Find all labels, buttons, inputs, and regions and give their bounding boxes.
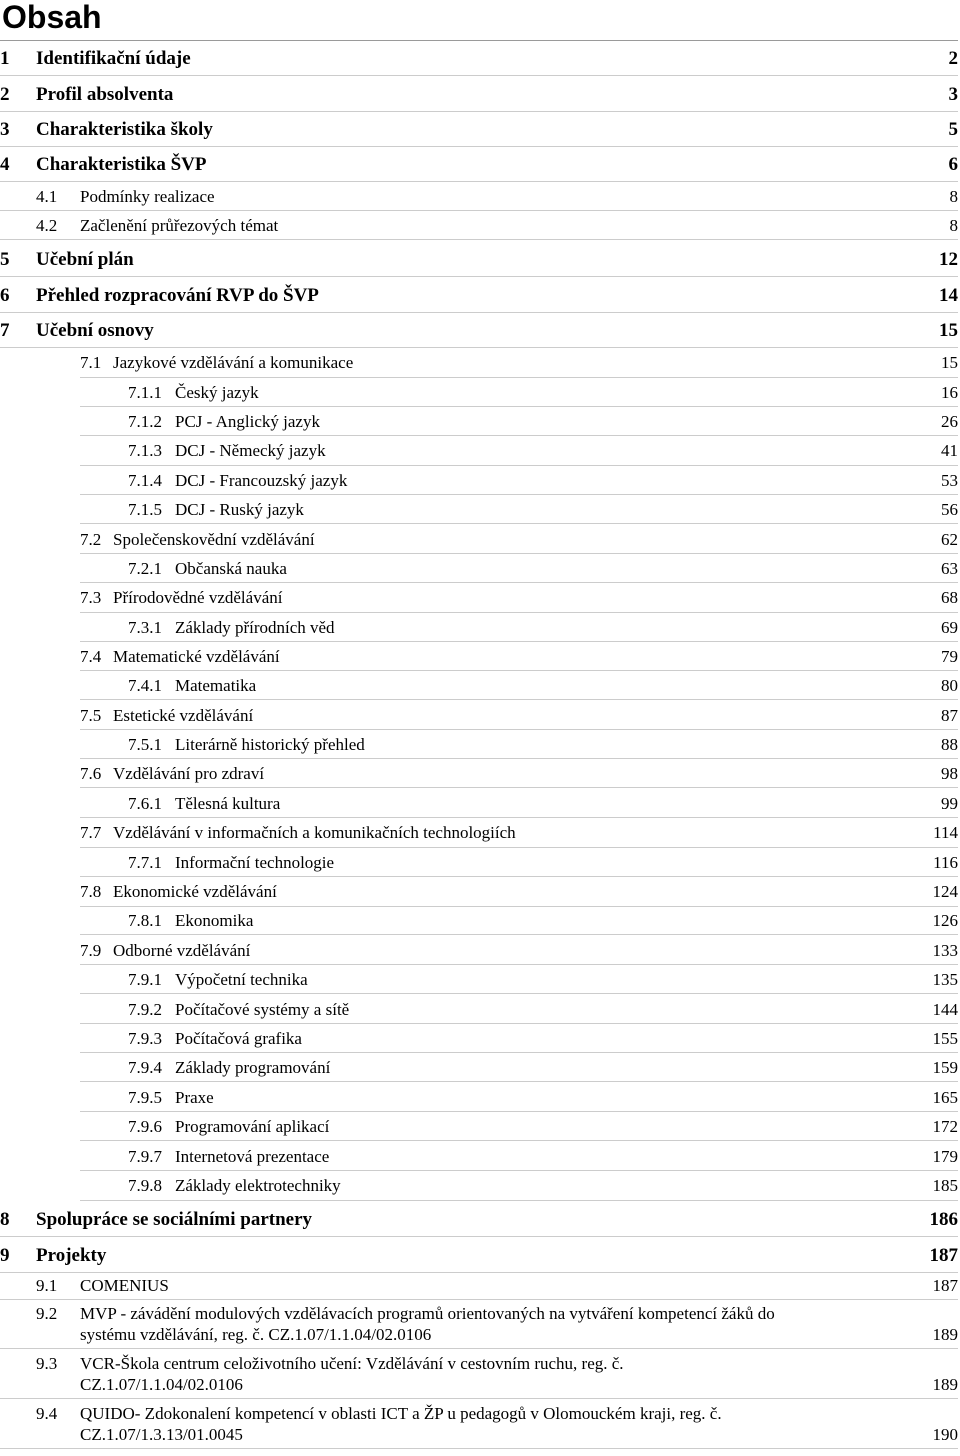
toc-entry-title: Jazykové vzdělávání a komunikace	[113, 353, 354, 372]
toc-entry-page: 190	[932, 1425, 958, 1444]
toc-entry-title: Výpočetní technika	[175, 970, 308, 989]
toc-entry-page: 133	[932, 941, 958, 960]
toc-entry-page: 41	[941, 441, 958, 460]
toc-entry[interactable]	[80, 849, 958, 877]
toc-entry-page: 189	[932, 1375, 958, 1394]
toc-entry-page: 12	[939, 249, 958, 270]
toc-entry-page: 172	[932, 1117, 958, 1136]
toc-entry[interactable]	[0, 113, 958, 147]
toc-entry-title: Občanská nauka	[175, 559, 287, 578]
toc-entry-page: 159	[932, 1058, 958, 1077]
toc-entry-number: 2	[0, 84, 10, 105]
toc-entry-title: Literárně historický přehled	[175, 735, 365, 754]
toc-entry[interactable]	[80, 408, 958, 436]
toc-entry-title: Přírodovědné vzdělávání	[113, 588, 283, 607]
toc-entry-title: DCJ - Francouzský jazyk	[175, 471, 348, 490]
toc-entry-title: Podmínky realizace	[80, 187, 215, 206]
toc-entry[interactable]	[80, 1143, 958, 1171]
toc-entry-title: Charakteristika ŠVP	[36, 154, 207, 175]
toc-entry-page: 116	[933, 853, 958, 872]
toc-entry-page: 6	[948, 154, 958, 175]
toc-entry-title: DCJ - Německý jazyk	[175, 441, 326, 460]
toc-entry-title-line: MVP - závádění modulových vzdělávacích programů orientovaných na vytváření kompetencí žáků do	[80, 1304, 775, 1323]
toc-entry-page: 80	[941, 676, 958, 695]
toc-entry-page: 144	[932, 1000, 958, 1019]
toc-entry-number: 7.6.1	[128, 794, 162, 813]
toc-entry-number: 7.7.1	[128, 853, 162, 872]
toc-entry-number: 4.1	[36, 187, 58, 206]
toc-entry-page: 8	[949, 187, 958, 206]
toc-entry-title: Estetické vzdělávání	[113, 706, 254, 725]
toc-entry-title: Ekonomické vzdělávání	[113, 882, 277, 901]
toc-entry-number: 9.2	[36, 1304, 58, 1323]
toc-entry[interactable]	[80, 614, 958, 642]
toc-entry[interactable]	[0, 42, 958, 76]
toc-entry-page: 99	[941, 794, 958, 813]
toc-entry-number: 8	[0, 1209, 10, 1230]
toc-entry-title: Vzdělávání v informačních a komunikačních technologiích	[113, 823, 516, 842]
toc-entry-title: Vzdělávání pro zdraví	[113, 764, 265, 783]
toc-entry-page: 88	[941, 735, 958, 754]
toc-entry-number: 7.5.1	[128, 735, 162, 754]
toc-entry-number: 9	[0, 1245, 10, 1266]
toc-entry-page: 5	[948, 119, 958, 140]
toc-entry[interactable]	[0, 1203, 958, 1237]
toc-entry-number: 7.9.5	[128, 1088, 162, 1107]
toc-entry-page: 62	[941, 530, 958, 549]
toc-entry-number: 7.1.5	[128, 500, 162, 519]
toc-entry-page: 185	[932, 1176, 958, 1195]
toc-entry-page: 69	[941, 618, 958, 637]
toc-entry[interactable]	[0, 1352, 958, 1399]
toc-entry-title: Základy programování	[175, 1058, 331, 1077]
toc-entry-number: 7.9.7	[128, 1147, 162, 1166]
toc-entry-page: 165	[932, 1088, 958, 1107]
toc-entry[interactable]	[80, 467, 958, 495]
toc-entry-number: 7.1.1	[128, 383, 162, 402]
toc-entry-page: 114	[933, 823, 958, 842]
toc-entry-title: Informační technologie	[175, 853, 335, 872]
toc-entry-number: 9.3	[36, 1354, 58, 1373]
toc-entry-page: 187	[929, 1245, 958, 1266]
toc-entry-number: 4.2	[36, 216, 58, 235]
toc-entry-page: 16	[941, 383, 958, 402]
toc-entry-page: 186	[929, 1209, 958, 1230]
toc-entry-page: 68	[941, 588, 958, 607]
toc-entry-number: 5	[0, 249, 10, 270]
toc-entry-number: 1	[0, 48, 10, 69]
toc-entry[interactable]	[80, 819, 958, 848]
toc-entry-page: 135	[932, 970, 958, 989]
toc-entry-number: 7.9.2	[128, 1000, 162, 1019]
toc-entry-title: Počítačová grafika	[175, 1029, 302, 1048]
toc-entry[interactable]	[0, 213, 958, 240]
toc-entry-title-line: systému vzdělávání, reg. č. CZ.1.07/1.1.04/02.0106	[80, 1325, 432, 1344]
toc-entry-title: Základy elektrotechniky	[175, 1176, 341, 1195]
toc-entry-page: 63	[941, 559, 958, 578]
toc-entry-title: Začlenění průřezových témat	[80, 216, 279, 235]
toc-entry-number: 7.1	[80, 353, 102, 372]
toc-entry-title	[80, 1403, 722, 1445]
toc-entry-page: 14	[939, 285, 958, 306]
toc-entry[interactable]	[80, 1054, 958, 1082]
toc-entry[interactable]	[80, 760, 958, 788]
toc-entry-number: 7.4	[80, 647, 102, 666]
toc-entry-title: Matematika	[175, 676, 257, 695]
toc-entry-page: 124	[932, 882, 958, 901]
toc-entry-number: 7.7	[80, 823, 102, 842]
toc-entry-number: 7.1.4	[128, 471, 162, 490]
toc-entry[interactable]	[80, 526, 958, 554]
toc-entry-page: 3	[948, 84, 958, 105]
toc-entry-title: Společenskovědní vzdělávání	[113, 530, 315, 549]
toc-entry-page: 179	[932, 1147, 958, 1166]
toc-entry-title: Český jazyk	[175, 383, 259, 402]
toc-entry-page: 187	[932, 1276, 958, 1295]
toc-entry[interactable]	[0, 148, 958, 182]
toc-entry-number: 7.9.1	[128, 970, 162, 989]
toc-entry-page: 15	[939, 320, 958, 341]
toc-entry[interactable]	[0, 1273, 958, 1300]
toc-entry-title: Učební osnovy	[36, 320, 154, 341]
toc-entry[interactable]	[0, 78, 958, 112]
toc-entry-title: Počítačové systémy a sítě	[175, 1000, 350, 1019]
toc-entry-number: 7.3	[80, 588, 102, 607]
toc-entry-title: Programování aplikací	[175, 1117, 330, 1136]
toc-entry[interactable]	[80, 1025, 958, 1053]
toc-entry-page: 26	[941, 412, 958, 431]
toc-entry[interactable]	[80, 379, 958, 407]
toc-entry-page: 2	[948, 48, 958, 69]
toc-entry-number: 7.4.1	[128, 676, 162, 695]
toc-entry-number: 7.8	[80, 882, 102, 901]
toc-entry[interactable]	[80, 1084, 958, 1112]
toc-entry[interactable]	[0, 314, 958, 348]
toc-entry-number: 7.2.1	[128, 559, 162, 578]
toc-entry[interactable]	[0, 184, 958, 211]
toc-entry-title: Matematické vzdělávání	[113, 647, 280, 666]
toc-entry-number: 7.9.4	[128, 1058, 162, 1077]
toc-entry-page: 189	[932, 1325, 958, 1344]
toc-entry-page: 15	[941, 353, 958, 372]
toc-entry[interactable]	[80, 966, 958, 994]
toc-entry-title-line: CZ.1.07/1.3.13/01.0045	[80, 1425, 243, 1444]
toc-entry[interactable]	[80, 996, 958, 1024]
toc-entry[interactable]	[80, 937, 958, 965]
toc-entry-title: DCJ - Ruský jazyk	[175, 500, 304, 519]
toc-entry[interactable]	[80, 790, 958, 818]
toc-entry-number: 3	[0, 119, 10, 140]
toc-entry-title: PCJ - Anglický jazyk	[175, 412, 320, 431]
toc-entry-page: 87	[941, 706, 958, 725]
toc-entry[interactable]	[80, 702, 958, 730]
toc-entry-page: 53	[941, 471, 958, 490]
toc-entry-page: 98	[941, 764, 958, 783]
toc-entry-page: 79	[941, 647, 958, 666]
toc-entry-title: Tělesná kultura	[175, 794, 281, 813]
toc-entry[interactable]	[80, 555, 958, 583]
toc-entry-title: Spolupráce se sociálními partnery	[36, 1209, 313, 1230]
toc-entry-number: 4	[0, 154, 10, 175]
toc-entry-title: COMENIUS	[80, 1276, 169, 1295]
toc-entry-number: 7.3.1	[128, 618, 162, 637]
toc-entry-number: 7.9.6	[128, 1117, 162, 1136]
toc-entry-number: 7	[0, 320, 10, 341]
toc-entry-number: 7.9.3	[128, 1029, 162, 1048]
toc-entry[interactable]	[80, 437, 958, 466]
toc-entry[interactable]	[80, 496, 958, 524]
toc-entry[interactable]	[80, 672, 958, 700]
toc-entry[interactable]	[0, 1402, 958, 1449]
toc-entry-page: 8	[949, 216, 958, 235]
toc-entry[interactable]	[0, 243, 958, 277]
toc-entry-page: 155	[932, 1029, 958, 1048]
toc-entry-title: Praxe	[175, 1088, 214, 1107]
toc-entry-title: Základy přírodních věd	[175, 618, 335, 637]
toc-entry-title: Charakteristika školy	[36, 119, 213, 140]
toc-entry[interactable]	[80, 1113, 958, 1141]
toc-entry[interactable]	[80, 1172, 958, 1201]
toc-entry-title-line: VCR-Škola centrum celoživotního učení: Vzdělávání v cestovním ruchu, reg. č.	[80, 1354, 624, 1373]
toc-entry-number: 7.1.3	[128, 441, 162, 460]
toc-entry-number: 7.1.2	[128, 412, 162, 431]
toc-entry[interactable]	[0, 1239, 958, 1273]
toc-entry-number: 9.4	[36, 1404, 58, 1423]
page-title: Obsah	[2, 0, 102, 35]
toc-entry-title	[80, 1353, 624, 1395]
toc-entry[interactable]	[80, 349, 958, 378]
toc-entry-title	[80, 1303, 775, 1345]
toc-entry-title: Identifikační údaje	[36, 48, 191, 69]
toc-entry-number: 9.1	[36, 1276, 58, 1295]
toc-entry-title: Profil absolventa	[36, 84, 174, 105]
toc-entry-title: Projekty	[36, 1245, 107, 1266]
toc-entry-number: 7.5	[80, 706, 102, 725]
toc-entry-number: 7.6	[80, 764, 102, 783]
toc-entry[interactable]	[80, 643, 958, 671]
toc-entry-title: Internetová prezentace	[175, 1147, 330, 1166]
toc-entry[interactable]	[80, 584, 958, 613]
toc-entry-number: 7.9	[80, 941, 102, 960]
toc-entry-title: Odborné vzdělávání	[113, 941, 251, 960]
toc-entry-title-line: CZ.1.07/1.1.04/02.0106	[80, 1375, 243, 1394]
toc-entry-number: 7.8.1	[128, 911, 162, 930]
toc-entry-title-line: QUIDO- Zdokonalení kompetencí v oblasti ICT a ŽP u pedagogů v Olomouckém kraji, reg. č.	[80, 1404, 722, 1423]
toc-entry-page: 56	[941, 500, 958, 519]
toc-entry-page: 126	[932, 911, 958, 930]
toc-entry[interactable]	[80, 731, 958, 759]
toc-entry[interactable]	[0, 1302, 958, 1349]
toc-entry[interactable]	[80, 907, 958, 935]
toc-entry-number: 6	[0, 285, 10, 306]
toc-entry-number: 7.9.8	[128, 1176, 162, 1195]
toc-entry-title: Učební plán	[36, 249, 134, 270]
toc-entry-title: Ekonomika	[175, 911, 254, 930]
toc-entry[interactable]	[80, 878, 958, 907]
toc-entry[interactable]	[0, 279, 958, 313]
toc-entry-title: Přehled rozpracování RVP do ŠVP	[36, 285, 319, 306]
toc-entry-number: 7.2	[80, 530, 102, 549]
